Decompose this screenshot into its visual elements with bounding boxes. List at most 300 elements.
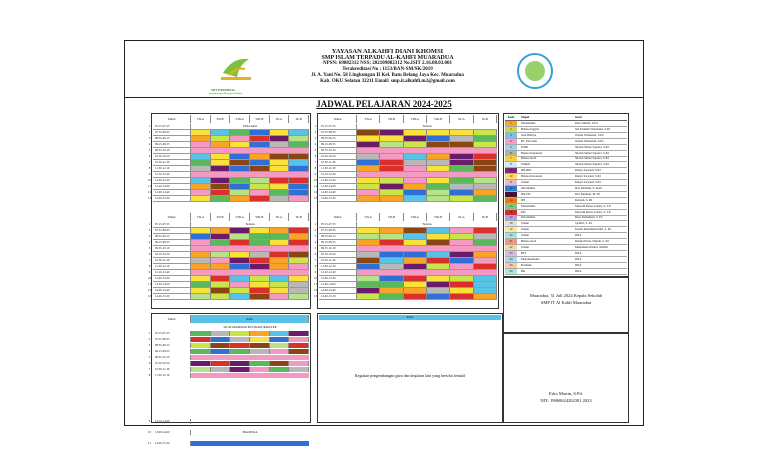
legend-teacher: Dwi Ratihani, S. Kom bbox=[575, 185, 602, 190]
lesson-cell bbox=[230, 331, 250, 336]
time-slot: 10.10-10.50 bbox=[319, 252, 357, 257]
row-number: 3 bbox=[148, 234, 151, 238]
time-slot: 09.15-09.55 bbox=[153, 240, 191, 245]
row-number: 10 bbox=[314, 178, 317, 182]
row-number: 7 bbox=[148, 160, 151, 164]
saturday-row bbox=[148, 441, 309, 446]
lesson-cell bbox=[211, 349, 231, 354]
time-slot: 10.50-11.30 bbox=[153, 258, 191, 263]
row-number: 2 bbox=[148, 130, 151, 134]
row-number: 9 bbox=[314, 270, 317, 274]
time-slot: 08.35-09.15 bbox=[319, 234, 357, 239]
class-col-header: IX-A bbox=[270, 213, 290, 221]
class-col-header: IX-A bbox=[450, 115, 473, 123]
lesson-cell bbox=[191, 349, 211, 354]
row-number: 13 bbox=[148, 196, 151, 200]
row-number: 3 bbox=[314, 234, 317, 238]
principal-name: Erko Martin, S.Pd. bbox=[549, 391, 583, 396]
saturday-class-header: Kelas bbox=[191, 315, 309, 323]
legend-subject: Ekstrakurikuler bbox=[521, 256, 540, 261]
time-slot: 09.55-10.10 bbox=[153, 246, 191, 251]
legend-subject: Matematika bbox=[521, 121, 536, 125]
time-slot: 09.15-09.55 bbox=[319, 142, 357, 147]
legend-teacher: Syafitri, S. Pd bbox=[575, 221, 592, 226]
row-number: 6 bbox=[314, 154, 317, 158]
lesson-cell bbox=[270, 361, 290, 366]
time-slot: 12.40-13.20 bbox=[153, 178, 191, 183]
legend-teacher: DNA bbox=[575, 250, 582, 255]
class-col-header: VII-A bbox=[357, 115, 380, 123]
time-slot: 11.30-12.10 bbox=[153, 373, 191, 378]
time-slot: 13.20-14.00 bbox=[319, 184, 357, 189]
address-line: Jl. A. Yani No. 58 Lingkungan II Kel. Batu Belang Jaya Kec. Muaradua bbox=[311, 73, 464, 78]
row-number: 4 bbox=[148, 240, 151, 244]
legend-subject: Seni Budaya bbox=[521, 132, 537, 137]
row-number: 6 bbox=[148, 252, 151, 256]
legend-teacher: Siti Fatimah Wulandari, S.Pd bbox=[575, 126, 611, 131]
time-slot: 12.10-12.40 bbox=[153, 270, 191, 275]
row-number: 10 bbox=[148, 178, 151, 182]
row-number: 11 bbox=[148, 282, 151, 286]
row-number: 8 bbox=[148, 166, 151, 170]
row-number: 1 bbox=[148, 331, 151, 335]
time-slot: 11.30-12.10 bbox=[319, 166, 357, 171]
saturday-row bbox=[148, 361, 309, 366]
legend-teacher: Muhammad Danny Abdilla bbox=[575, 244, 608, 249]
legend-teacher: Sholeh Sultan Saputra, S.Pd bbox=[575, 150, 609, 155]
legend-code: 15 bbox=[505, 204, 517, 209]
time-slot: 13.00-14.00 bbox=[153, 430, 191, 435]
legend-code: 16 bbox=[505, 210, 517, 215]
legend-code: 10 bbox=[505, 174, 517, 179]
time-slot: 10.10-10.50 bbox=[319, 154, 357, 159]
row-number: 1 bbox=[314, 124, 317, 128]
legend-teacher: Sholeh Sultan Saputra, S.Pd bbox=[575, 162, 609, 167]
legend-row bbox=[505, 269, 627, 275]
time-slot: 13.20-14.00 bbox=[319, 282, 357, 287]
time-slot: 13.20-14.00 bbox=[153, 282, 191, 287]
lesson-cell bbox=[230, 361, 250, 366]
time-slot: 07.15-07.55 bbox=[153, 331, 191, 336]
legend-teacher: Dwi Ratihani, M. Pd bbox=[575, 191, 600, 196]
saturday-row bbox=[148, 331, 309, 336]
lesson-cell bbox=[289, 331, 309, 336]
legend-teacher: Ratinah, S. Pd bbox=[575, 197, 593, 202]
legend-teacher: Sholeh Sultan Saputra, S.Pd bbox=[575, 156, 609, 161]
legend-subject: Tahsin bbox=[521, 180, 529, 184]
legend-subject: Bahasa Indonesia bbox=[521, 174, 543, 179]
break-band bbox=[191, 373, 309, 378]
saturday-row bbox=[148, 419, 309, 424]
row-number: 6 bbox=[314, 252, 317, 256]
legend-subject: Bahasa Indonesia bbox=[521, 150, 543, 155]
row-number: 8 bbox=[314, 264, 317, 268]
time-slot: 10.50-11.30 bbox=[319, 258, 357, 263]
lesson-cell bbox=[289, 337, 309, 342]
saturday-header-row bbox=[153, 315, 309, 323]
time-slot: 12.10-12.40 bbox=[319, 270, 357, 275]
time-slot: 07.15-07.55 bbox=[319, 124, 357, 129]
saturday-time-header: Waktu bbox=[153, 315, 191, 323]
schedule-sheet bbox=[124, 40, 644, 445]
time-slot: 07.15-07.55 bbox=[153, 222, 191, 227]
legend-teacher: DNA bbox=[575, 233, 582, 238]
lesson-cell bbox=[270, 343, 290, 348]
row-number: 3 bbox=[148, 136, 151, 140]
class-header-row bbox=[153, 115, 309, 123]
legend-subject: Bahasa Arab bbox=[521, 156, 537, 161]
row-number: 6 bbox=[148, 154, 151, 158]
class-col-header: IX-A bbox=[270, 115, 290, 123]
legend-subject: Bahasa Arab bbox=[521, 239, 537, 243]
lesson-cell bbox=[211, 343, 231, 348]
legend-teacher: Reko Marlin, S.Pd. bbox=[575, 121, 599, 125]
npsn-line: NPSN: 69882312 NSS: 202109082312 No.ISIT 2.16.08.03.001 bbox=[322, 61, 453, 66]
row-number: 11 bbox=[148, 184, 151, 188]
time-col-header: Waktu bbox=[319, 213, 357, 221]
legend-code: 23 bbox=[505, 251, 517, 256]
school-logo-icon bbox=[517, 53, 553, 89]
legend-code: 7 bbox=[505, 156, 517, 161]
time-slot: 14.40-15.20 bbox=[319, 294, 357, 299]
lesson-cell bbox=[230, 343, 250, 348]
class-col-header: VII-B bbox=[380, 115, 403, 123]
time-slot: 07.55-08.35 bbox=[153, 337, 191, 342]
row-number: 12 bbox=[148, 288, 151, 292]
lesson-cell bbox=[270, 337, 290, 342]
activity-band: UPACARA bbox=[191, 124, 309, 129]
letterhead bbox=[125, 41, 643, 98]
saturday-row bbox=[148, 355, 309, 360]
class-header-row bbox=[319, 115, 497, 123]
time-slot: 10.10-10.50 bbox=[153, 252, 191, 257]
legend-subject: Pramuka bbox=[521, 262, 532, 267]
lesson-cell bbox=[270, 331, 290, 336]
time-slot: 07.55-08.35 bbox=[153, 130, 191, 135]
row-number: 5 bbox=[148, 148, 151, 152]
time-slot: 14.40-15.20 bbox=[153, 294, 191, 299]
row-number: 5 bbox=[314, 246, 317, 250]
jsit-logo-icon bbox=[215, 51, 257, 91]
saturday-row bbox=[148, 373, 309, 378]
time-slot: 12.10-12.40 bbox=[153, 172, 191, 177]
legend-code: 12 bbox=[505, 186, 517, 191]
legend-teacher: Rahyu Saryanti, S.Pd bbox=[575, 168, 601, 173]
legend-col-subject: Mapel bbox=[521, 115, 530, 119]
time-slot: 14.00-14.40 bbox=[319, 190, 357, 195]
signature-place-date: Muaradua, 31 Juli 2024 Kepala Sekolah bbox=[529, 293, 603, 298]
time-slot: 10.50-11.30 bbox=[153, 160, 191, 165]
row-number: 4 bbox=[314, 142, 317, 146]
class-col-header: VIII-B bbox=[427, 213, 450, 221]
time-slot: 10.10-10.50 bbox=[153, 154, 191, 159]
legend-teacher: Sholeh Sultan Saputra, S.Pd bbox=[575, 144, 609, 149]
lesson-cell bbox=[289, 367, 309, 372]
class-header-row bbox=[319, 213, 497, 221]
row-number: 7 bbox=[148, 367, 151, 371]
legend-subject: Bahasa Inggris bbox=[521, 126, 539, 131]
lesson-cell bbox=[230, 337, 250, 342]
row-number: 7 bbox=[148, 258, 151, 262]
time-slot: 12.10-13.00 bbox=[153, 419, 191, 424]
legend-subject: PAI bbox=[521, 209, 526, 214]
legend-subject: Tahsin bbox=[521, 227, 529, 232]
legend-teacher: Wanda Widiastuti, S.Pd bbox=[575, 138, 604, 143]
legend-subject: Informatika bbox=[521, 215, 536, 220]
legend-code: 13 bbox=[505, 192, 517, 197]
time-slot: 09.55-10.10 bbox=[153, 148, 191, 153]
row-number: 3 bbox=[148, 343, 151, 347]
time-slot: 08.35-09.15 bbox=[153, 136, 191, 141]
time-col-header: Waktu bbox=[319, 115, 357, 123]
lesson-cell bbox=[191, 367, 211, 372]
lesson-cell bbox=[191, 331, 211, 336]
lesson-cell bbox=[270, 367, 290, 372]
row-number: 1 bbox=[314, 222, 317, 226]
class-col-header: VIII-A bbox=[404, 213, 427, 221]
row-number: 2 bbox=[148, 337, 151, 341]
time-slot: 08.35-09.15 bbox=[319, 136, 357, 141]
saturday-row bbox=[148, 349, 309, 354]
class-col-header: VIII-B bbox=[250, 213, 270, 221]
row-number: 5 bbox=[148, 246, 151, 250]
time-slot: 07.55-08.35 bbox=[319, 228, 357, 233]
lesson-cell bbox=[289, 349, 309, 354]
legend-col-teacher: Guru bbox=[575, 115, 583, 119]
activity-band: Tadarus bbox=[191, 222, 309, 227]
lesson-cell bbox=[250, 367, 270, 372]
legend-teacher: Maryam Ratna Lestari, S. T.P bbox=[575, 209, 611, 214]
school-name: SMP ISLAM TERPADU AL-KAHFI MUARADUA bbox=[321, 55, 454, 61]
legend-teacher: Reza Ramadhan, S. Pd bbox=[575, 215, 603, 220]
time-slot: 07.15-07.55 bbox=[153, 124, 191, 129]
time-col-header: Waktu bbox=[153, 213, 191, 221]
time-slot: 10.10-10.50 bbox=[153, 361, 191, 366]
legend-code: 22 bbox=[505, 245, 517, 250]
legend-subject: PJOK bbox=[521, 144, 529, 149]
legend-teacher: Wanda Widiastuti, S.Pd bbox=[575, 132, 604, 137]
saturday-row bbox=[148, 430, 309, 435]
legend-code: 8 bbox=[505, 162, 517, 167]
legend-subject: Tahsin bbox=[521, 221, 529, 226]
row-number: 2 bbox=[314, 228, 317, 232]
time-slot: 09.15-09.55 bbox=[153, 142, 191, 147]
legend-subject: IPA FIS bbox=[521, 191, 531, 196]
legend-code: 1 bbox=[505, 121, 517, 126]
pramuka-band bbox=[191, 441, 309, 446]
row-number: 6 bbox=[148, 361, 151, 365]
legend-teacher: Rizqita Fitria, Nirjiah, S. Pd bbox=[575, 239, 609, 243]
row-number: 12 bbox=[148, 190, 151, 194]
row-number: 4 bbox=[148, 349, 151, 353]
logo-caption: JSIT INDONESIA bbox=[211, 88, 236, 92]
legend-code: 4 bbox=[505, 139, 517, 144]
lesson-cell bbox=[191, 337, 211, 342]
lesson-cell bbox=[211, 331, 231, 336]
legend-code: 25 bbox=[505, 263, 517, 268]
time-slot: 14.40-15.20 bbox=[319, 196, 357, 201]
class-col-header: VII-A bbox=[357, 213, 380, 221]
saturday-title-row: SILATURAHMI & EKSTRAKURIKULER bbox=[223, 325, 277, 329]
time-slot: 09.55-10.10 bbox=[319, 246, 357, 251]
saturday-row bbox=[148, 343, 309, 348]
legend-code: 5 bbox=[505, 145, 517, 150]
class-col-header: IX-B bbox=[474, 115, 497, 123]
lesson-cell bbox=[250, 331, 270, 336]
row-number: 13 bbox=[148, 294, 151, 298]
class-header-row bbox=[153, 213, 309, 221]
legend-subject: IPA BIO bbox=[521, 168, 532, 173]
row-number: 10 bbox=[314, 276, 317, 280]
row-number: 1 bbox=[148, 222, 151, 226]
time-slot: 10.50-11.30 bbox=[153, 367, 191, 372]
time-slot: 07.55-08.35 bbox=[319, 130, 357, 135]
time-slot: 14.00-14.40 bbox=[153, 288, 191, 293]
row-number: 5 bbox=[148, 355, 151, 359]
lesson-cell bbox=[289, 343, 309, 348]
time-slot: 12.40-13.20 bbox=[153, 276, 191, 281]
lesson-cell bbox=[191, 343, 211, 348]
time-slot: 12.40-13.20 bbox=[319, 276, 357, 281]
legend-subject: Tahfizh bbox=[521, 162, 531, 167]
row-number: 13 bbox=[314, 196, 317, 200]
legend-code: 17 bbox=[505, 215, 517, 220]
time-slot: 12.10-12.40 bbox=[319, 172, 357, 177]
letterhead-text bbox=[265, 49, 510, 85]
legend-teacher: Rahyu Saryanti, S.Pd bbox=[575, 174, 601, 179]
lesson-cell bbox=[250, 361, 270, 366]
legend-code: 20 bbox=[505, 233, 517, 238]
row-number: 11 bbox=[148, 441, 151, 445]
row-number: 8 bbox=[148, 373, 151, 377]
row-number: 8 bbox=[148, 264, 151, 268]
legend-teacher: DNA bbox=[575, 268, 582, 273]
time-slot: 08.35-09.15 bbox=[153, 343, 191, 348]
row-number: 10 bbox=[148, 430, 151, 434]
row-divider bbox=[153, 201, 309, 202]
legend-col-code: Kode bbox=[507, 115, 515, 119]
legend-code: 3 bbox=[505, 133, 517, 138]
schedule-grid bbox=[148, 113, 641, 445]
pramuka-band bbox=[191, 419, 309, 424]
foundation-name: YAYASAN ALKAHFI DIANI KHOMSI bbox=[331, 48, 444, 55]
legend-teacher: Rahyu Saryanti, S.Pd bbox=[575, 180, 601, 184]
time-slot: 11.30-12.10 bbox=[153, 166, 191, 171]
time-slot: 11.30-12.10 bbox=[153, 264, 191, 269]
time-slot: 07.15-07.55 bbox=[319, 222, 357, 227]
row-number: 7 bbox=[314, 160, 317, 164]
time-slot: 07.55-08.35 bbox=[153, 228, 191, 233]
legend-code: 26 bbox=[505, 269, 517, 274]
lesson-cell bbox=[270, 349, 290, 354]
time-slot: 13.20-14.00 bbox=[153, 184, 191, 189]
lesson-cell bbox=[230, 349, 250, 354]
legend-subject: BTI bbox=[521, 250, 526, 255]
row-divider bbox=[153, 299, 309, 300]
class-col-header: IX-B bbox=[289, 213, 309, 221]
contact-line: Kab. OKU Selatan 32211 Email: smp.it.alkahfi.m2@gmail.com bbox=[320, 79, 455, 84]
class-col-header: VIII-B bbox=[427, 115, 450, 123]
row-number: 5 bbox=[314, 148, 317, 152]
saturday-note: Kegiatan pengembangan guru dan kegiatan lain yang bersifat tentatif bbox=[354, 373, 466, 378]
row-number: 4 bbox=[148, 142, 151, 146]
row-number: 4 bbox=[314, 240, 317, 244]
row-number: 7 bbox=[314, 258, 317, 262]
lesson-cell bbox=[211, 337, 231, 342]
time-slot: 09.15-09.55 bbox=[319, 240, 357, 245]
row-number: 8 bbox=[314, 166, 317, 170]
legend-subject: Tahsin bbox=[521, 244, 529, 249]
saturday-row bbox=[148, 367, 309, 372]
time-slot: 14.00-15.20 bbox=[153, 441, 191, 446]
legend-code: 6 bbox=[505, 151, 517, 156]
time-slot: 08.35-09.15 bbox=[153, 234, 191, 239]
pramuka-band: PRAMUKA bbox=[242, 430, 258, 434]
lesson-cell bbox=[250, 337, 270, 342]
lesson-cell bbox=[230, 367, 250, 372]
logo-tagline: Bergandengan Menuju Kebaikan bbox=[209, 92, 242, 95]
class-col-header: VII-B bbox=[380, 213, 403, 221]
time-slot: 14.00-14.40 bbox=[153, 190, 191, 195]
row-number: 9 bbox=[148, 270, 151, 274]
time-slot: 09.15-09.55 bbox=[153, 349, 191, 354]
legend-code: 14 bbox=[505, 198, 517, 203]
row-divider bbox=[319, 299, 497, 300]
time-slot: 11.30-12.10 bbox=[319, 264, 357, 269]
class-col-header: IX-A bbox=[450, 213, 473, 221]
class-col-header: VII-A bbox=[191, 213, 211, 221]
legend-teacher: DNA bbox=[575, 256, 582, 261]
row-number: 12 bbox=[314, 190, 317, 194]
class-col-header: VII-A bbox=[191, 115, 211, 123]
lesson-cell bbox=[250, 343, 270, 348]
break-band bbox=[191, 355, 309, 360]
legend-teacher: Kasrin Ramadhan Putri, S. Pd bbox=[575, 227, 611, 232]
legend-code: 11 bbox=[505, 180, 517, 185]
principal-nip: NIY. 19860624202301 2023 bbox=[540, 398, 592, 403]
row-number: 12 bbox=[314, 288, 317, 292]
row-divider bbox=[319, 201, 497, 202]
legend-code: 2 bbox=[505, 127, 517, 132]
time-slot: 14.40-15.20 bbox=[153, 196, 191, 201]
class-col-header: VII-B bbox=[211, 115, 231, 123]
lesson-cell bbox=[211, 367, 231, 372]
class-col-header: IX-B bbox=[289, 115, 309, 123]
time-slot: 09.55-10.10 bbox=[153, 355, 191, 360]
legend-teacher: DNA bbox=[575, 262, 582, 267]
legend-subject: Pd. Pancasila bbox=[521, 138, 537, 143]
row-number: 9 bbox=[148, 172, 151, 176]
class-col-header: VII-B bbox=[211, 213, 231, 221]
legend-teacher: Maryam Ratna Lestari, S. T.P bbox=[575, 203, 611, 208]
accreditation-line: Terakreditasi No : 1153/BAN-SM/SK/2019 bbox=[342, 67, 433, 72]
row-number: 9 bbox=[148, 419, 151, 423]
row-number: 9 bbox=[314, 172, 317, 176]
row-number: 11 bbox=[314, 282, 317, 286]
legend-code: 9 bbox=[505, 168, 517, 173]
lesson-cell bbox=[211, 361, 231, 366]
time-slot: 14.00-14.40 bbox=[319, 288, 357, 293]
class-col-header: VIII-A bbox=[230, 213, 250, 221]
signature-bottom-block bbox=[503, 333, 629, 423]
legend-subject: IPS bbox=[521, 197, 526, 202]
signature-school: SMP IT Al Kahfi Muaradua bbox=[540, 300, 592, 305]
row-number: 3 bbox=[314, 136, 317, 140]
saturday-row bbox=[148, 337, 309, 342]
lesson-cell bbox=[191, 361, 211, 366]
class-col-header: VIII-A bbox=[404, 115, 427, 123]
legend-code: 21 bbox=[505, 239, 517, 244]
